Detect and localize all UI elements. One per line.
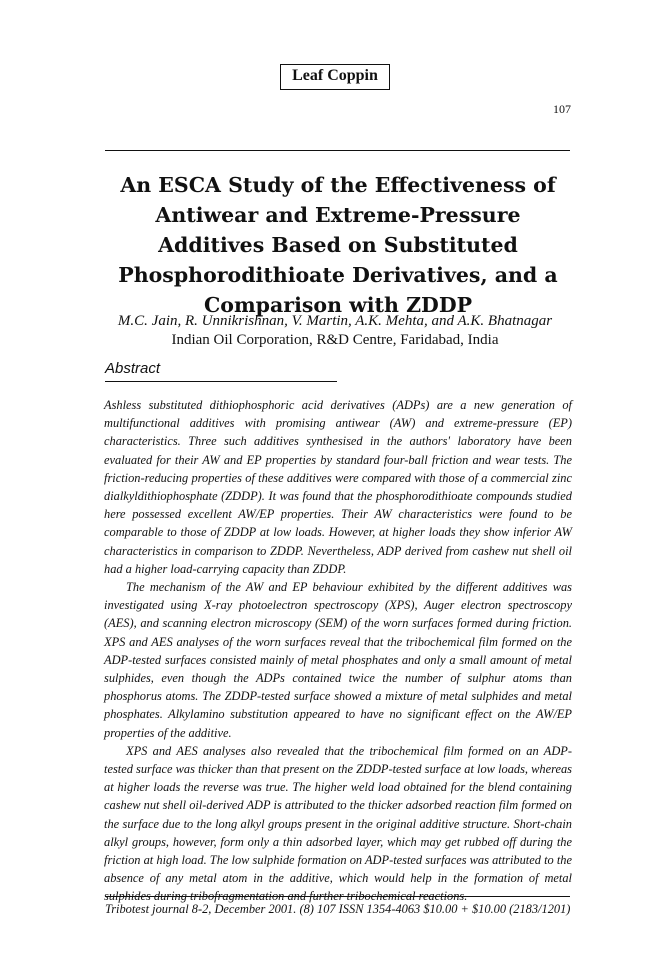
bottom-rule: [105, 896, 570, 897]
abstract-rule: [105, 381, 337, 382]
journal-footer: Tribotest journal 8-2, December 2001. (8) 107 ISSN 1354-4063 $10.00 + $10.00 (2183/1201): [105, 902, 571, 916]
affiliation: Indian Oil Corporation, R&D Centre, Faridabad, India: [171, 332, 499, 348]
top-rule: [105, 150, 570, 151]
abstract-heading: Abstract: [105, 360, 161, 377]
author-names: M.C. Jain, R. Unnikrishnan, V. Martin, A.K. Mehta, and A.K. Bhatnagar: [117, 313, 553, 329]
abstract-paragraph: Ashless substituted dithiophosphoric acid derivatives (ADPs) are a new generation of multifunctional additives with promising antiwear (AW) and extreme-pressure (EP) characteristics. Three such additives synthesised in the authors' laboratory have been evaluated for their AW and EP properties by standard four-ball friction and wear tests. The friction-reducing properties of these additives were compared with those of a commercial zinc dialkyldithiophosphate (ZDDP). It was found that the phosphorodithioate compounds studied here possessed excellent AW/EP properties. Their AW characteristics were found to be comparable to those of ZDDP at low loads. However, at higher loads they show inferior AW characteristics in comparison to ZDDP. Nevertheless, ADP derived from cashew nut shell oil had a higher load-carrying capacity than ZDDP.: [104, 398, 572, 576]
abstract-paragraph: The mechanism of the AW and EP behaviour exhibited by the different additives was investigated using X-ray photoelectron spectroscopy (XPS), Auger electron spectroscopy (AES), and scanning electron microscopy (SEM) of the worn surfaces formed during friction. XPS and AES analyses of the worn surfaces reveal that the tribochemical film formed on the ADP-tested surfaces consisted mainly of metal phosphates and only a small amount of metal sulphides, even though the ADPs contained twice the number of sulphur atoms than phosphorus atoms. The ZDDP-tested surface showed a mixture of metal sulphides and metal phosphates. Alkylamino substitution appeared to have no significant effect on the AW/EP properties of the additive.: [104, 580, 572, 740]
page-number: 107: [553, 102, 571, 116]
article-title: An ESCA Study of the Effectiveness of Antiwear and Extreme-Pressure Additives Based on Substituted Phosphorodithioate Derivatives, and a Comparison with ZDDP: [118, 173, 558, 317]
abstract-paragraph: XPS and AES analyses also revealed that the tribochemical film formed on an ADP-tested surface was thicker than that present on the ZDDP-tested surface at low loads, whereas at higher loads the reverse was true. The higher weld load obtained for the blend containing cashew nut shell oil-derived ADP is attributed to the thicker adsorbed reaction film formed on the surface due to the long alkyl groups present in the original additive structure. Short-chain alkyl groups, however, form only a thin adsorbed layer, which may get rubbed off during the friction at high load. The low sulphide formation on ADP-tested surfaces was attributed to the absence of any metal atom in the additive, which would help in the formation of metal sulphides during tribofragmentation and further tribochemical reactions.: [104, 743, 572, 904]
running-head: Leaf Coppin: [280, 64, 390, 90]
abstract-body: [104, 396, 572, 906]
author-block: [100, 312, 570, 350]
